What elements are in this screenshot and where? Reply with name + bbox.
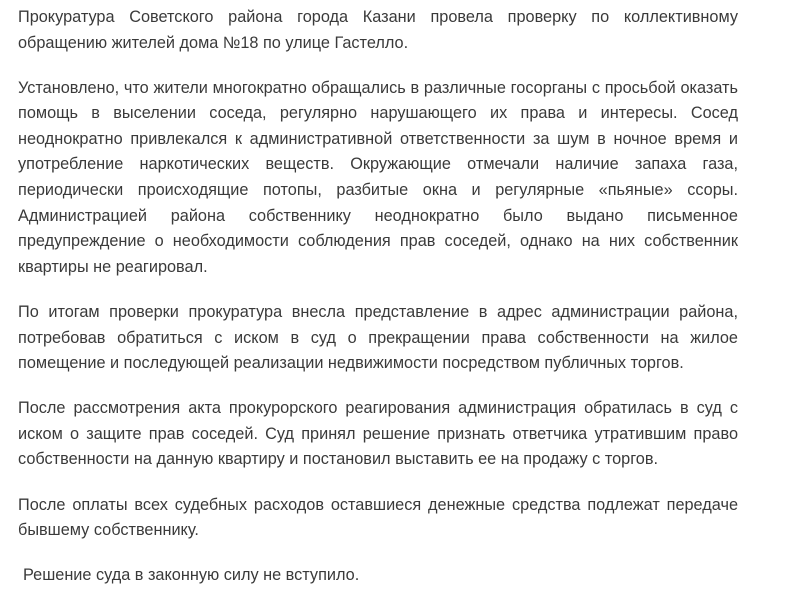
paragraph-status: Решение суда в законную силу не вступило. xyxy=(23,566,360,585)
article-body xyxy=(18,5,738,608)
paragraph-proceeds: После оплаты всех судебных расходов оставшиеся денежные средства подлежат передаче бывшему собственнику. xyxy=(18,495,738,540)
paragraph-findings: Установлено, что жители многократно обращались в различные госорганы с просьбой оказать помощь в выселении соседа, регулярно нарушающего их права и интересы. Сосед неоднократно привлекался к административной ответственности за шум в ночное время и употребление наркотических веществ. Окружающие отмечали наличие запаха газа, периодически происходящие потопы, разбитые окна и регулярные «пьяные» ссоры. Администрацией района собственнику неоднократно было выдано письменное предупреждение о необходимости соблюдения прав соседей, однако на них собственник квартиры не реагировал. xyxy=(18,78,738,276)
paragraph-intro: Прокуратура Советского района города Казани провела проверку по коллективному обращению жителей дома №18 по улице Гастелло. xyxy=(18,8,738,52)
paragraph-prosecutor-action: По итогам проверки прокуратура внесла представление в адрес администрации района, потребовав обратиться с иском в суд о прекращении права собственности на жилое помещение и последующей реализации недвижимости посредством публичных торгов. xyxy=(18,302,738,373)
paragraph-court-decision: После рассмотрения акта прокурорского реагирования администрация обратилась в суд с иском о защите прав соседей. Суд принял решение признать ответчика утратившим право собственности на данную квартиру и постановил выставить ее на продажу с торгов. xyxy=(18,399,738,469)
